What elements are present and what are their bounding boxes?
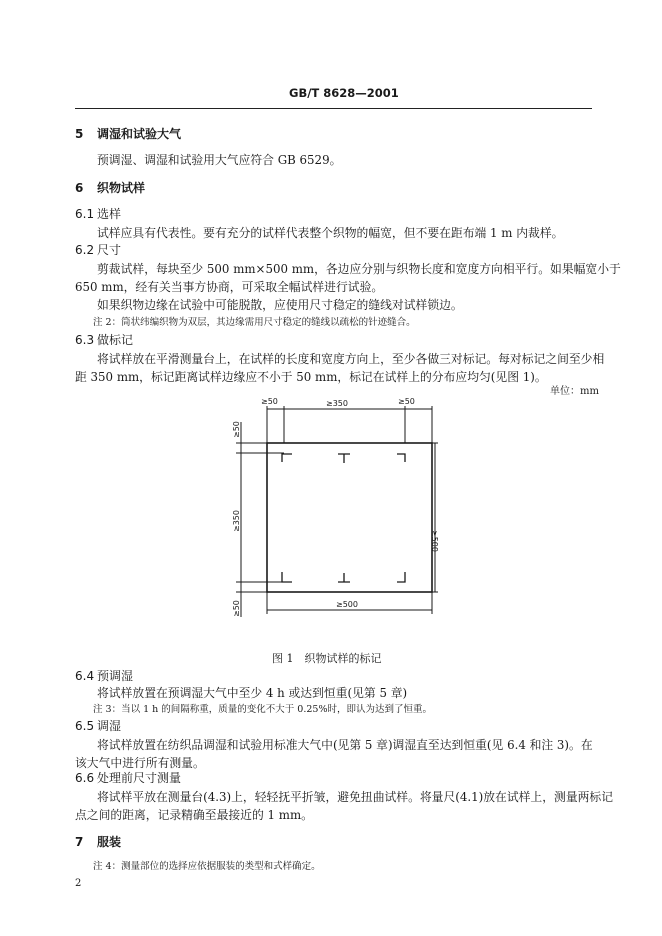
- marker-top-right: [397, 454, 405, 462]
- dim-right-label: ≥500: [430, 530, 439, 552]
- note-3: 注 3：当以 1 h 的间隔称重，质量的变化不大于 0.25%时，即认为达到了恒重。: [93, 704, 432, 715]
- dim-top-middle-label: ≥350: [326, 399, 348, 408]
- section-title: 服装: [97, 835, 122, 849]
- specimen-outline: [267, 443, 432, 592]
- dim-left-bottom-label: ≥50: [232, 600, 241, 617]
- marker-top-middle: [338, 454, 350, 463]
- section-6-6-heading: [75, 772, 181, 784]
- section-number: 6.2: [75, 243, 95, 257]
- section-number: 6: [75, 181, 84, 195]
- section-6-6-paragraph-line-1: 将试样平放在测量台(4.3)上，轻轻抚平折皱，避免扭曲试样。将量尺(4.1)放在试样上，测量两标记: [97, 790, 614, 804]
- section-6-2-paragraph-2: 如果织物边缘在试验中可能脱散，应使用尺寸稳定的缝线对试样锁边。: [97, 298, 463, 312]
- standard-number: GB/T 8628—2001: [289, 86, 399, 100]
- unit-label: 单位：mm: [550, 386, 599, 397]
- section-number: 6.3: [75, 333, 95, 347]
- section-number: 6.4: [75, 669, 95, 683]
- section-6-3-paragraph-line-1: 将试样放在平滑测量台上，在试样的长度和宽度方向上，至少各做三对标记。每对标记之间至少相: [97, 352, 605, 366]
- section-6-4-heading: [75, 670, 133, 682]
- dim-left-middle-label: ≥350: [232, 510, 241, 532]
- section-number: 6.6: [75, 771, 95, 785]
- section-title: 预调湿: [97, 669, 134, 683]
- section-title: 调湿和试验大气: [97, 127, 182, 141]
- section-title: 织物试样: [97, 181, 146, 195]
- header-rule: [75, 108, 592, 109]
- section-number: 6.5: [75, 719, 95, 733]
- section-6-5-paragraph-line-1: 将试样放置在纺织品调湿和试验用标准大气中(见第 5 章)调湿直至达到恒重(见 6.4 和注 3)。在: [97, 738, 593, 752]
- section-6-2-paragraph-line-1: 剪裁试样，每块至少 500 mm×500 mm，各边应分别与织物长度和宽度方向相平行。如果幅宽小于: [97, 262, 621, 276]
- section-number: 5: [75, 127, 84, 141]
- section-6-2-paragraph-line-2: 650 mm，经有关当事方协商，可采取全幅试样进行试验。: [75, 280, 384, 294]
- section-number: 7: [75, 835, 84, 849]
- section-6-3-heading: [75, 334, 133, 346]
- section-number: 6.1: [75, 207, 95, 221]
- page-number: 2: [75, 878, 82, 889]
- dim-top-left-label: ≥50: [261, 397, 278, 406]
- dim-left-top-label: ≥50: [232, 421, 241, 438]
- dim-bottom-label: ≥500: [336, 600, 358, 609]
- marker-bottom-right: [397, 572, 405, 582]
- section-7-heading: [75, 836, 121, 848]
- section-6-1-heading: [75, 208, 121, 220]
- note-2: 注 2：筒状纬编织物为双层，其边缘需用尺寸稳定的缝线以疏松的针迹缝合。: [93, 317, 416, 328]
- section-title: 尺寸: [97, 243, 122, 257]
- section-6-3-paragraph-line-2: 距 350 mm，标记距离试样边缘应不小于 50 mm，标记在试样上的分布应均匀(见图 1)。: [75, 370, 547, 384]
- dim-top-right-label: ≥50: [398, 397, 415, 406]
- section-title: 选样: [97, 207, 122, 221]
- section-5-paragraph: 预调湿、调湿和试验用大气应符合 GB 6529。: [97, 153, 342, 167]
- section-6-2-heading: [75, 244, 121, 256]
- section-title: 做标记: [97, 333, 134, 347]
- marker-top-left: [282, 454, 292, 462]
- section-title: 调湿: [97, 719, 122, 733]
- marker-bottom-left: [282, 572, 292, 582]
- figure-1-diagram: [222, 392, 444, 626]
- section-5-heading: [75, 128, 181, 140]
- note-4: 注 4：测量部位的选择应依据服装的类型和式样确定。: [93, 861, 321, 872]
- section-title: 处理前尺寸测量: [97, 771, 182, 785]
- figure-1-caption: 图 1 织物试样的标记: [272, 652, 382, 665]
- section-6-5-paragraph-line-2: 该大气中进行所有测量。: [75, 756, 205, 770]
- section-6-4-paragraph: 将试样放置在预调湿大气中至少 4 h 或达到恒重(见第 5 章): [97, 686, 408, 700]
- section-6-1-paragraph: 试样应具有代表性。要有充分的试样代表整个织物的幅宽，但不要在距布端 1 m 内裁样。: [97, 226, 564, 240]
- marker-bottom-middle: [338, 573, 350, 582]
- section-6-6-paragraph-line-2: 点之间的距离，记录精确至最接近的 1 mm。: [75, 808, 313, 822]
- section-6-heading: [75, 182, 145, 194]
- section-6-5-heading: [75, 720, 121, 732]
